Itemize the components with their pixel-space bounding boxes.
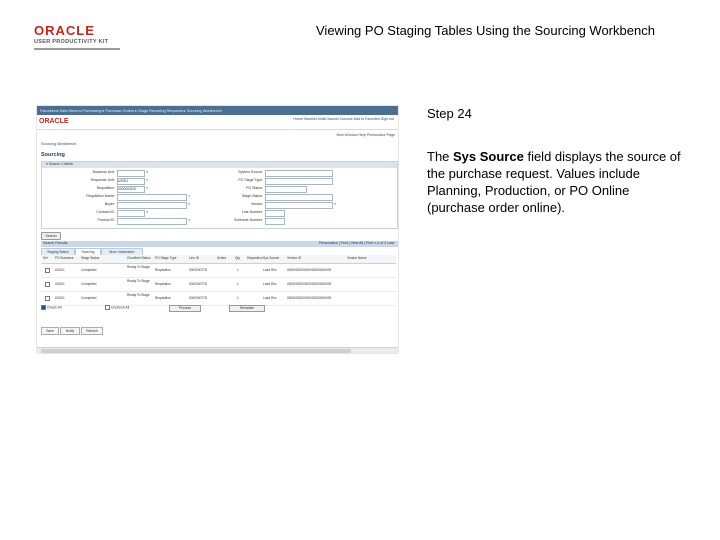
breadcrumb[interactable]: Sourcing Workbench <box>41 142 77 146</box>
check-all-icon[interactable] <box>41 305 46 310</box>
select-all-control[interactable] <box>41 305 62 310</box>
column-header: PO Business <box>55 256 74 260</box>
row-cell: 1 <box>237 296 239 300</box>
lookup-icon[interactable]: ⌕ <box>146 185 149 190</box>
desc-field-name: Sys Source <box>453 149 524 164</box>
column-header: Vendor Name <box>347 256 367 260</box>
column-header: Qty <box>235 256 240 260</box>
row-cell: Load Rec <box>263 296 277 300</box>
uncheck-all-icon[interactable] <box>105 305 110 310</box>
field-label: Stage Status: <box>241 194 263 198</box>
column-header: Vendor ID <box>287 256 302 260</box>
row-cell: Ready To Stage <box>127 293 150 297</box>
requisition-input[interactable]: 0000000100 <box>117 186 145 193</box>
stage-status-select[interactable] <box>265 194 333 201</box>
field-label: Schedule Number: <box>234 218 263 222</box>
nav-crumbs[interactable]: Favorites ▸ Main Menu ▸ Purchasing ▸ Purchase Orders ▸ Stage Recurring Requests ▸ Sourcing Workbench <box>40 109 222 113</box>
requester-unit-input[interactable]: US001 <box>117 178 145 185</box>
reinstate-button[interactable]: Reinstate <box>229 305 265 312</box>
logo-subtitle: USER PRODUCTIVITY KIT <box>34 39 109 45</box>
lookup-icon[interactable]: ⌕ <box>188 193 191 198</box>
buyer-input[interactable] <box>117 202 187 209</box>
row-cell: US001 <box>55 296 65 300</box>
lookup-icon[interactable]: ⌕ <box>334 201 337 206</box>
row-cell: Ready To Stage <box>127 265 150 269</box>
uncheck-all-control[interactable] <box>105 305 129 310</box>
system-source-select[interactable] <box>265 170 333 177</box>
page-toolbar[interactable]: New Window Help Personalize Page <box>336 133 395 137</box>
po-stage-type-select[interactable] <box>265 178 333 185</box>
product-id-input[interactable] <box>117 218 187 225</box>
scrollbar-thumb[interactable] <box>41 349 351 353</box>
row-cell: US001 <box>55 282 65 286</box>
row-checkbox[interactable] <box>45 282 50 287</box>
row-cell: Completed <box>81 296 97 300</box>
row-cell: Ready To Stage <box>127 279 150 283</box>
business-unit-input[interactable] <box>117 170 145 177</box>
row-cell: 0000000000000000000000009 <box>287 268 332 272</box>
row-cell: 1 <box>237 268 239 272</box>
field-label: System Source: <box>238 170 263 174</box>
contract-id-input[interactable] <box>117 210 145 217</box>
row-cell: Completed <box>81 268 97 272</box>
field-label: Vendor: <box>250 202 263 206</box>
line-number-input[interactable] <box>265 210 285 217</box>
column-header: PO Stage Type <box>155 256 177 260</box>
row-cell: Completed <box>81 282 97 286</box>
logo-underline <box>34 48 120 50</box>
row-cell: US001 <box>55 268 65 272</box>
requisition-name-input[interactable] <box>117 194 187 201</box>
step-description <box>427 148 689 216</box>
tab-more-information[interactable]: More Information <box>101 248 143 256</box>
brand-logo: ORACLE <box>39 118 69 125</box>
tab-staging-status[interactable]: Staging Status <box>41 248 75 256</box>
save-button[interactable]: Save <box>41 327 59 335</box>
field-label: Line Number: <box>241 210 263 214</box>
row-cell: 0000000000000000000000009 <box>287 296 332 300</box>
field-label: Requester Unit: <box>90 178 115 182</box>
column-header: Sched <box>217 256 227 260</box>
step-label: Step 24 <box>427 106 472 121</box>
field-label: PO Stage Type: <box>238 178 263 182</box>
page-title: Viewing PO Staging Tables Using the Sourcing Workbench <box>316 23 655 38</box>
search-criteria-header[interactable]: ▾ Search Criteria <box>42 162 397 168</box>
lookup-icon[interactable]: ⌕ <box>188 201 191 206</box>
search-results-header <box>41 241 398 247</box>
check-all-label[interactable]: Check All <box>46 305 62 310</box>
row-cell: 0000000778 <box>189 282 207 286</box>
nav-bar <box>37 106 398 115</box>
row-cell: Load Rec <box>263 268 277 272</box>
results-pager[interactable]: Personalize | Find | View All | First 1-3 of 3 Last <box>318 241 394 245</box>
field-label: Product ID: <box>97 218 115 222</box>
field-label: Contract ID: <box>96 210 115 214</box>
row-cell: Requisition <box>155 268 171 272</box>
desc-post: field displays the source of the purchase request. Values include Planning, Production, or PO Online (purchase order online). <box>427 149 681 215</box>
notify-button[interactable]: Notify <box>60 327 80 335</box>
column-header: Disposition <box>247 256 263 260</box>
lookup-icon[interactable]: ⌕ <box>146 209 149 214</box>
search-button[interactable]: Search <box>41 232 61 240</box>
table-row[interactable] <box>41 278 396 292</box>
row-cell: Requisition <box>155 296 171 300</box>
results-table-header <box>41 255 396 264</box>
refresh-button[interactable]: Refresh <box>81 327 103 335</box>
top-links[interactable]: Home Worklist MultiChannel Console Add to Favorites Sign out <box>293 117 394 121</box>
lookup-icon[interactable]: ⌕ <box>146 169 149 174</box>
field-label: Requisition: <box>96 186 115 190</box>
row-cell: Requisition <box>155 282 171 286</box>
column-header: Chartfield Status <box>127 256 151 260</box>
row-cell: Load Rec <box>263 282 277 286</box>
row-checkbox[interactable] <box>45 268 50 273</box>
uncheck-all-label[interactable]: Uncheck All <box>110 305 130 310</box>
lookup-icon[interactable]: ⌕ <box>146 177 149 182</box>
row-cell: 0000000778 <box>189 268 207 272</box>
field-label: Requisition Name: <box>86 194 115 198</box>
schedule-number-input[interactable] <box>265 218 285 225</box>
horizontal-scrollbar[interactable] <box>37 347 398 354</box>
field-label: Buyer: <box>104 202 115 206</box>
field-label: PO Status: <box>246 186 263 190</box>
column-header: Line ID <box>189 256 200 260</box>
brand-row <box>37 115 398 130</box>
row-cell: 1 <box>237 282 239 286</box>
oracle-upk-logo <box>34 24 122 48</box>
column-header: Sel <box>43 256 48 260</box>
table-row[interactable] <box>41 264 396 278</box>
row-cell: 0000000778 <box>189 296 207 300</box>
desc-pre: The <box>427 149 454 164</box>
sourcing-title: Sourcing <box>41 152 65 158</box>
tab-sourcing[interactable]: Sourcing <box>75 248 101 256</box>
po-status-input[interactable] <box>265 186 307 193</box>
field-label: Business Unit: <box>92 170 115 174</box>
process-button[interactable]: Process <box>169 305 201 312</box>
column-header: Stage Status <box>81 256 100 260</box>
vendor-input[interactable] <box>265 202 333 209</box>
table-row[interactable] <box>41 292 396 306</box>
row-checkbox[interactable] <box>45 296 50 301</box>
search-results-title: Search Results <box>43 241 68 245</box>
row-cell: 0000000000000000000000009 <box>287 282 332 286</box>
application-screenshot <box>36 105 399 354</box>
results-tabs <box>41 248 396 254</box>
logo-oracle-text: ORACLE <box>34 23 95 38</box>
column-header: Sys Source <box>263 256 280 260</box>
lookup-icon[interactable]: ⌕ <box>188 217 191 222</box>
